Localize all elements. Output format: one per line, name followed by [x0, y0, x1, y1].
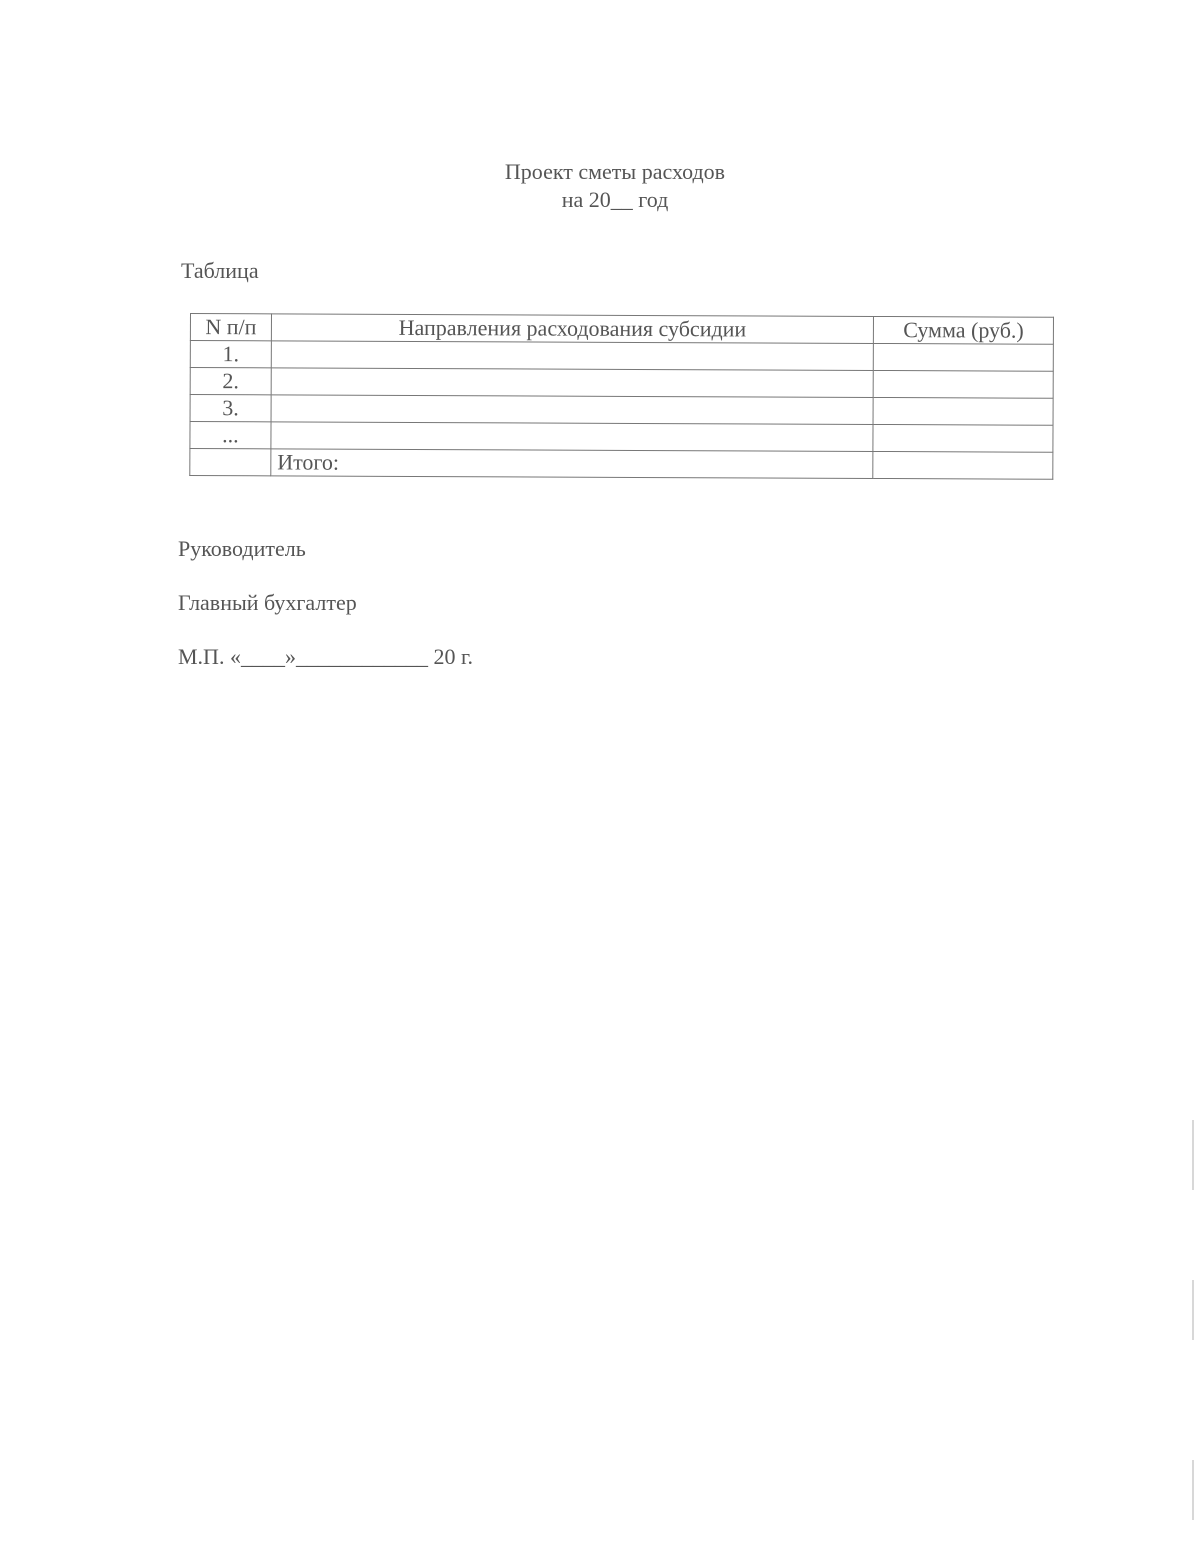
- row-direction: [271, 368, 873, 398]
- row-number: ...: [190, 422, 271, 449]
- row-number: 2.: [190, 368, 271, 395]
- table-row: [190, 395, 1053, 426]
- row-direction: [271, 395, 873, 425]
- signature-chief-accountant: Главный бухгалтер: [178, 590, 357, 615]
- table-header-row: [190, 314, 1053, 345]
- row-sum: [873, 343, 1053, 371]
- signature-head: Руководитель: [178, 536, 306, 561]
- table-row: [190, 368, 1053, 399]
- scan-edge-mark: [1192, 1120, 1194, 1190]
- total-label: Итого:: [271, 449, 873, 479]
- title-line-1: Проект сметы расходов: [504, 159, 726, 184]
- scan-edge-mark: [1192, 1280, 1194, 1340]
- row-sum: [873, 397, 1053, 425]
- column-header-sum: Сумма (руб.): [874, 316, 1054, 344]
- expense-estimate-table: [189, 313, 1054, 480]
- table-row: [190, 341, 1053, 372]
- table-total-row: [190, 449, 1053, 480]
- title-line-2: на 20__ год: [561, 187, 669, 212]
- table-row: [190, 422, 1053, 453]
- stamp-date-line: М.П. «____»____________ 20 г.: [178, 644, 473, 669]
- table-label: Таблица: [181, 258, 259, 283]
- column-header-direction: Направления расходования субсидии: [271, 314, 873, 344]
- scan-edge-mark: [1192, 1460, 1194, 1520]
- row-direction: [271, 422, 873, 452]
- column-header-number: N п/п: [190, 314, 271, 341]
- row-number: 3.: [190, 395, 271, 422]
- row-direction: [271, 341, 873, 371]
- total-number: [190, 449, 271, 476]
- row-sum: [873, 370, 1053, 398]
- row-sum: [873, 424, 1053, 452]
- row-number: 1.: [190, 341, 271, 368]
- total-sum: [873, 451, 1053, 479]
- document-title: [0, 158, 1200, 214]
